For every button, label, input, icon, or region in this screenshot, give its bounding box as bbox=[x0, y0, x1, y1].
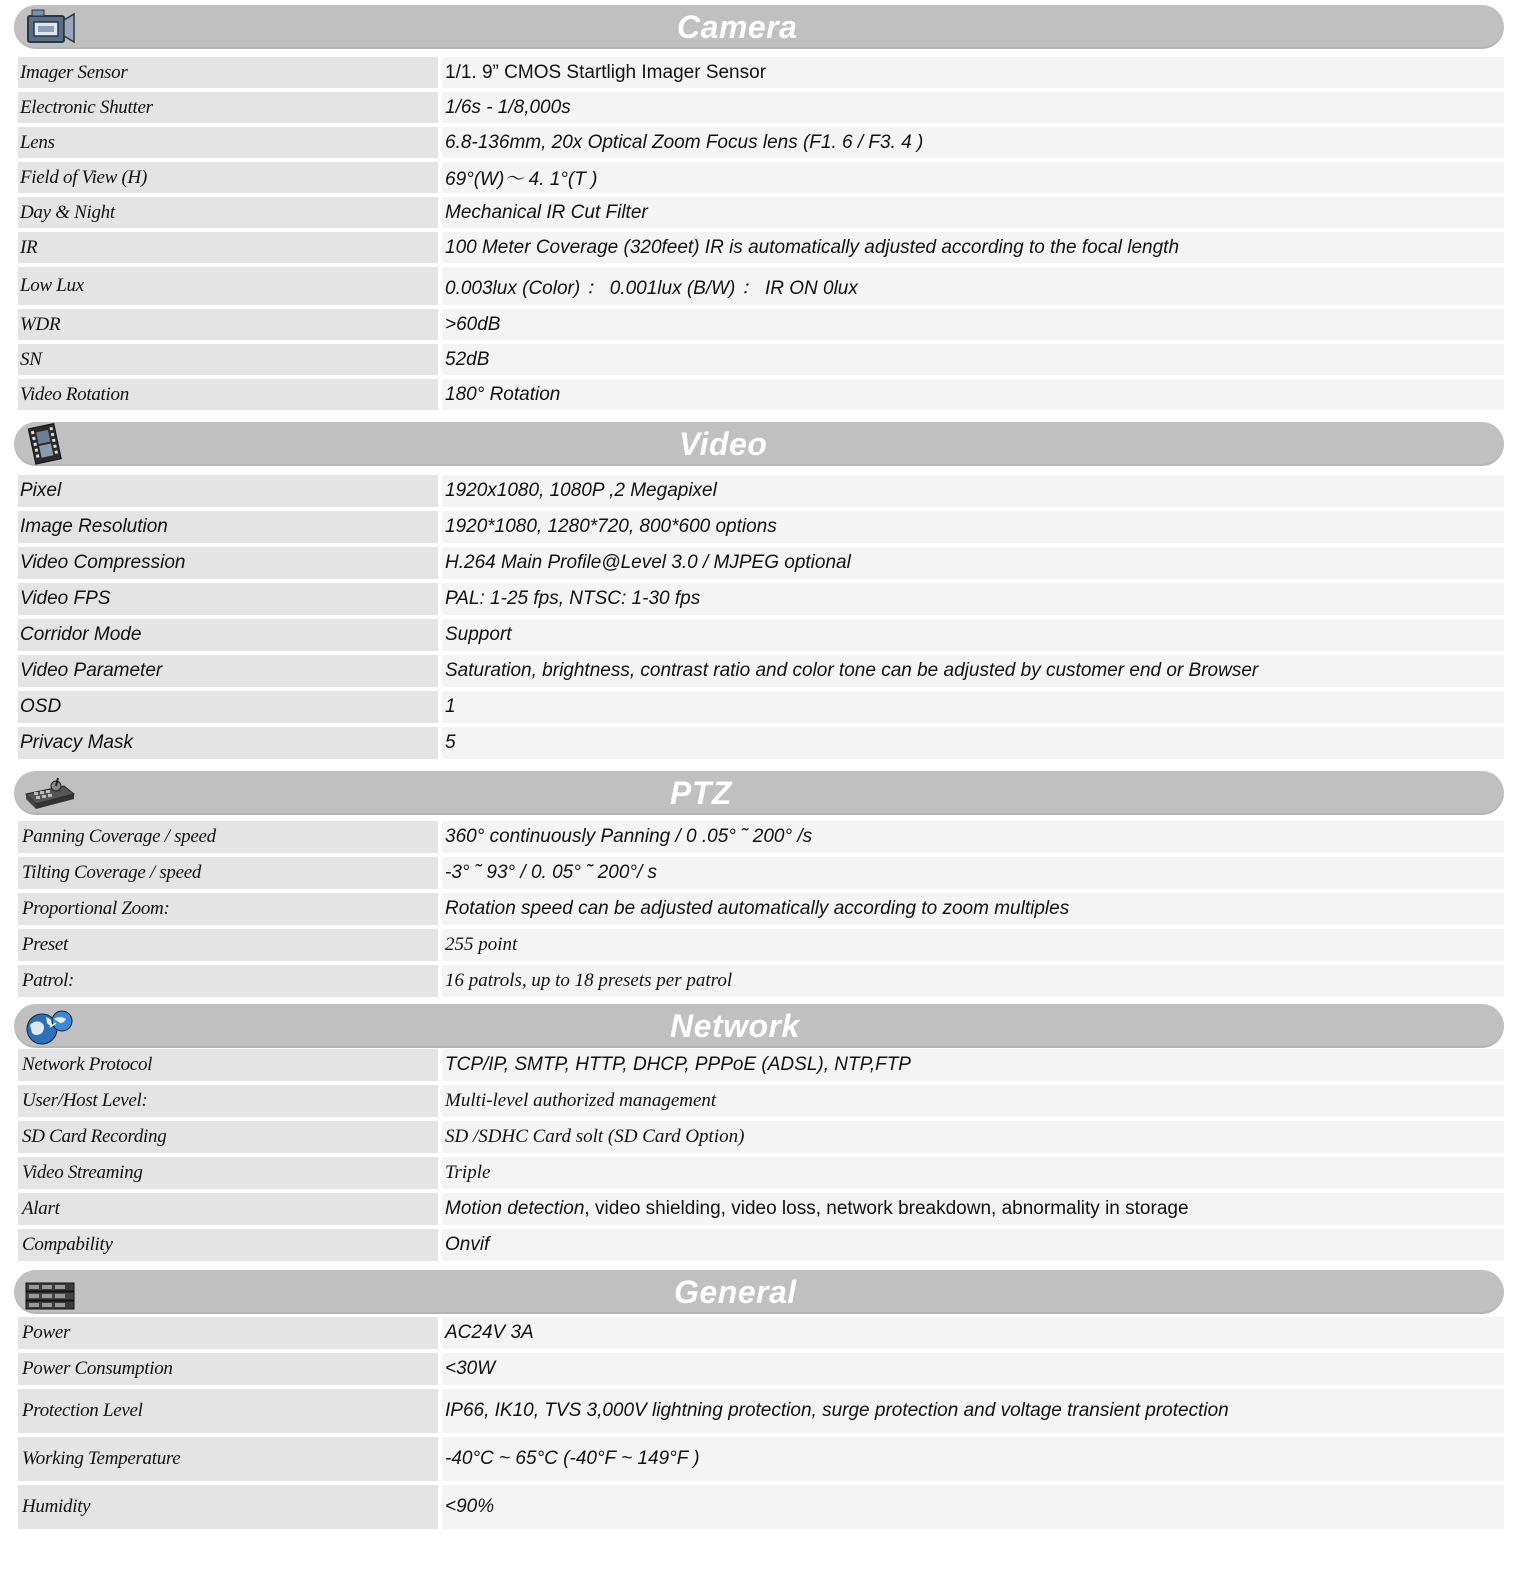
table-row bbox=[18, 655, 1504, 691]
table-row bbox=[18, 197, 1504, 232]
spec-label: Day & Night bbox=[18, 197, 438, 228]
network-header bbox=[14, 1004, 1504, 1048]
spec-value-emphasis: Motion detection bbox=[445, 1198, 585, 1219]
spec-value: 5 bbox=[442, 727, 1504, 759]
general-rows bbox=[18, 1317, 1504, 1533]
spec-label: Preset bbox=[18, 929, 438, 961]
table-row bbox=[18, 267, 1504, 309]
ptz-rows bbox=[18, 821, 1504, 1001]
spec-label: Video FPS bbox=[18, 583, 438, 615]
server-rack-icon bbox=[20, 1271, 76, 1313]
table-row bbox=[18, 1317, 1504, 1353]
network-rows bbox=[18, 1049, 1504, 1265]
spec-value: SD /SDHC Card solt (SD Card Option) bbox=[442, 1121, 1504, 1153]
ptz-header bbox=[14, 771, 1504, 815]
spec-label: Power Consumption bbox=[18, 1353, 438, 1385]
table-row bbox=[18, 511, 1504, 547]
camera-rows bbox=[18, 57, 1504, 414]
network-title: Network bbox=[670, 1008, 800, 1044]
spec-value: >60dB bbox=[442, 309, 1504, 340]
spec-value: Triple bbox=[442, 1157, 1504, 1189]
spec-value: Onvif bbox=[442, 1229, 1504, 1261]
spec-label: Image Resolution bbox=[18, 511, 438, 543]
camera-header bbox=[14, 5, 1504, 49]
spec-value: 100 Meter Coverage (320feet) IR is automatically adjusted according to the focal length bbox=[442, 232, 1504, 263]
video-title: Video bbox=[679, 426, 768, 462]
spec-label: Proportional Zoom: bbox=[18, 893, 438, 925]
table-row bbox=[18, 1485, 1504, 1533]
spec-label: Electronic Shutter bbox=[18, 92, 438, 123]
spec-value: 1 bbox=[442, 691, 1504, 723]
spec-label: Power bbox=[18, 1317, 438, 1349]
spec-label: Video Rotation bbox=[18, 379, 438, 410]
spec-value: TCP/IP, SMTP, HTTP, DHCP, PPPoE (ADSL), NTP,FTP bbox=[442, 1049, 1504, 1081]
spec-label: Humidity bbox=[18, 1485, 438, 1529]
spec-value: 6.8-136mm, 20x Optical Zoom Focus lens (F1. 6 / F3. 4 ) bbox=[442, 127, 1504, 158]
spec-label: Low Lux bbox=[18, 267, 438, 305]
general-header bbox=[14, 1270, 1504, 1314]
spec-value: 69°(W)～ 4. 1°(T ) bbox=[442, 162, 1504, 193]
table-row bbox=[18, 1193, 1504, 1229]
table-row bbox=[18, 1085, 1504, 1121]
spec-value: 1/1. 9” CMOS Startligh Imager Sensor bbox=[442, 57, 1504, 88]
table-row bbox=[18, 1353, 1504, 1389]
table-row bbox=[18, 1389, 1504, 1437]
spec-value: IP66, IK10, TVS 3,000V lightning protection, surge protection and voltage transient protection bbox=[442, 1389, 1504, 1433]
spec-label: Network Protocol bbox=[18, 1049, 438, 1081]
film-icon bbox=[20, 423, 76, 465]
table-row bbox=[18, 893, 1504, 929]
table-row bbox=[18, 583, 1504, 619]
table-row bbox=[18, 619, 1504, 655]
table-row bbox=[18, 929, 1504, 965]
table-row bbox=[18, 965, 1504, 1001]
spec-value: 255 point bbox=[442, 929, 1504, 961]
spec-value: Support bbox=[442, 619, 1504, 651]
spec-value: PAL: 1-25 fps, NTSC: 1-30 fps bbox=[442, 583, 1504, 615]
spec-value: <90% bbox=[442, 1485, 1504, 1529]
spec-value: Multi-level authorized management bbox=[442, 1085, 1504, 1117]
table-row bbox=[18, 57, 1504, 92]
spec-value-rest: , video shielding, video loss, network breakdown, abnormality in storage bbox=[584, 1198, 1189, 1219]
spec-label: Working Temperature bbox=[18, 1437, 438, 1481]
spec-value: AC24V 3A bbox=[442, 1317, 1504, 1349]
spec-value: 52dB bbox=[442, 344, 1504, 375]
spec-value: 1920*1080, 1280*720, 800*600 options bbox=[442, 511, 1504, 543]
spec-label: User/Host Level: bbox=[18, 1085, 438, 1117]
general-title: General bbox=[674, 1274, 797, 1310]
table-row bbox=[18, 475, 1504, 511]
spec-label: Field of View (H) bbox=[18, 162, 438, 193]
spec-label: Lens bbox=[18, 127, 438, 158]
table-row bbox=[18, 727, 1504, 763]
ptz-title: PTZ bbox=[670, 775, 732, 811]
spec-value: 180° Rotation bbox=[442, 379, 1504, 410]
spec-value: -3° ˜ 93° / 0. 05° ˜ 200°/ s bbox=[442, 857, 1504, 889]
spec-value: Rotation speed can be adjusted automatically according to zoom multiples bbox=[442, 893, 1504, 925]
spec-label: OSD bbox=[18, 691, 438, 723]
video-rows bbox=[18, 475, 1504, 763]
table-row bbox=[18, 821, 1504, 857]
spec-label: Corridor Mode bbox=[18, 619, 438, 651]
spec-label: Compability bbox=[18, 1229, 438, 1261]
spec-label: WDR bbox=[18, 309, 438, 340]
spec-value: H.264 Main Profile@Level 3.0 / MJPEG optional bbox=[442, 547, 1504, 579]
table-row bbox=[18, 1229, 1504, 1265]
spec-label: IR bbox=[18, 232, 438, 263]
table-row bbox=[18, 547, 1504, 583]
spec-label: Video Parameter bbox=[18, 655, 438, 687]
spec-label: Tilting Coverage / speed bbox=[18, 857, 438, 889]
table-row bbox=[18, 344, 1504, 379]
spec-value: Mechanical IR Cut Filter bbox=[442, 197, 1504, 228]
spec-value: 1920x1080, 1080P ,2 Megapixel bbox=[442, 475, 1504, 507]
globe-network-icon bbox=[20, 1005, 76, 1047]
table-row bbox=[18, 691, 1504, 727]
spec-value bbox=[442, 1193, 1504, 1225]
spec-value: 360° continuously Panning / 0 .05° ˜ 200° /s bbox=[442, 821, 1504, 853]
table-row bbox=[18, 232, 1504, 267]
spec-value: -40°C ~ 65°C (-40°F ~ 149°F ) bbox=[442, 1437, 1504, 1481]
spec-label: Panning Coverage / speed bbox=[18, 821, 438, 853]
spec-label: SN bbox=[18, 344, 438, 375]
spec-label: Protection Level bbox=[18, 1389, 438, 1433]
spec-value: 0.003lux (Color) ： 0.001lux (B/W) ： IR ON 0lux bbox=[442, 267, 1504, 305]
table-row bbox=[18, 1049, 1504, 1085]
spec-label: Imager Sensor bbox=[18, 57, 438, 88]
camera-title: Camera bbox=[677, 9, 798, 45]
spec-label: Privacy Mask bbox=[18, 727, 438, 759]
table-row bbox=[18, 1157, 1504, 1193]
spec-label: Alart bbox=[18, 1193, 438, 1225]
table-row bbox=[18, 379, 1504, 414]
video-header bbox=[14, 422, 1504, 466]
spec-label: SD Card Recording bbox=[18, 1121, 438, 1153]
spec-value: <30W bbox=[442, 1353, 1504, 1385]
table-row bbox=[18, 309, 1504, 344]
spec-value: 1/6s - 1/8,000s bbox=[442, 92, 1504, 123]
table-row bbox=[18, 1121, 1504, 1157]
spec-value: 16 patrols, up to 18 presets per patrol bbox=[442, 965, 1504, 997]
table-row bbox=[18, 1437, 1504, 1485]
spec-value: Saturation, brightness, contrast ratio and color tone can be adjusted by customer end or Browser bbox=[442, 655, 1504, 687]
spec-label: Pixel bbox=[18, 475, 438, 507]
spec-label: Video Streaming bbox=[18, 1157, 438, 1189]
spec-label: Patrol: bbox=[18, 965, 438, 997]
camera-icon bbox=[20, 6, 76, 48]
table-row bbox=[18, 857, 1504, 893]
spec-label: Video Compression bbox=[18, 547, 438, 579]
table-row bbox=[18, 127, 1504, 162]
table-row bbox=[18, 92, 1504, 127]
ptz-controller-icon bbox=[20, 772, 76, 814]
table-row bbox=[18, 162, 1504, 197]
